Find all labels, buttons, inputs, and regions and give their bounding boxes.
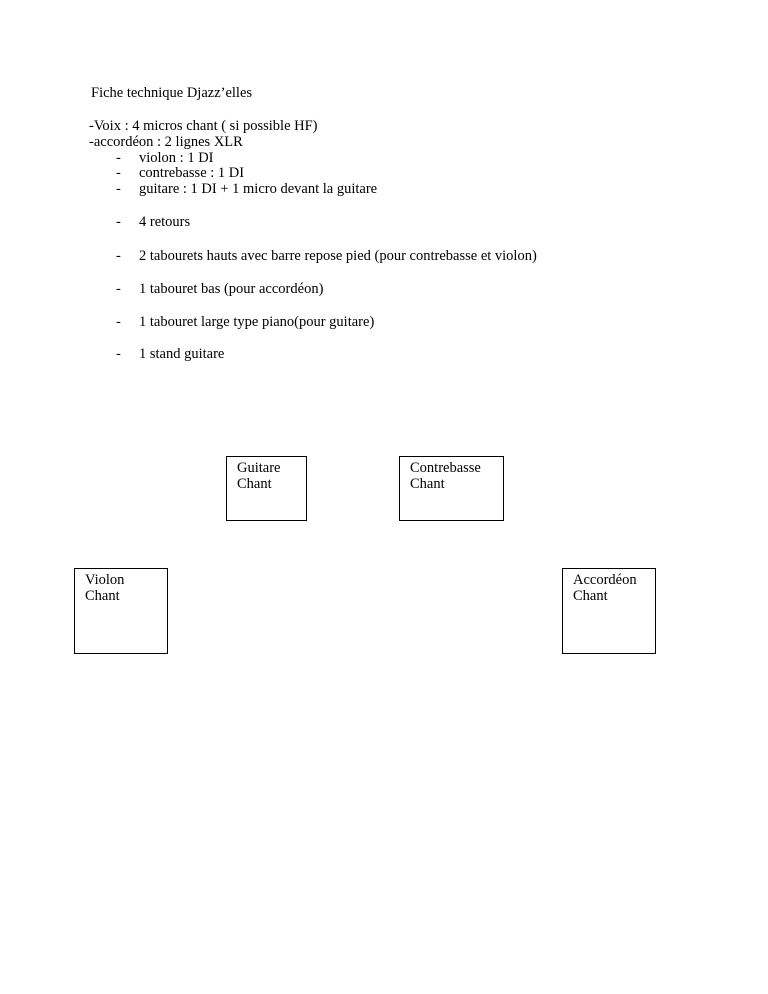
bullet-retours: 4 retours: [139, 214, 191, 230]
bullet-tabouret-large: 1 tabouret large type piano(pour guitare): [139, 314, 375, 330]
stage-box-label: Guitare: [237, 460, 281, 476]
bullet-marker: -: [116, 214, 121, 230]
bullet-marker: -: [116, 314, 121, 330]
stage-box-violon: [74, 568, 168, 654]
stage-box-sublabel: Chant: [85, 588, 120, 604]
voix-line: -Voix : 4 micros chant ( si possible HF): [89, 118, 318, 134]
bullet-marker: -: [116, 181, 121, 197]
stage-box-contrebasse: [399, 456, 504, 521]
bullet-contrebasse: contrebasse : 1 DI: [139, 165, 245, 181]
bullet-marker: -: [116, 248, 121, 264]
bullet-tabouret-bas: 1 tabouret bas (pour accordéon): [139, 281, 324, 297]
stage-box-sublabel: Chant: [410, 476, 445, 492]
stage-box-sublabel: Chant: [237, 476, 272, 492]
document-title: Fiche technique Djazz’elles: [91, 85, 253, 101]
stage-box-accordeon: [562, 568, 656, 654]
bullet-stand-guitare: 1 stand guitare: [139, 346, 225, 362]
bullet-marker: -: [116, 281, 121, 297]
bullet-violon: violon : 1 DI: [139, 150, 214, 166]
accordeon-line: -accordéon : 2 lignes XLR: [89, 134, 243, 150]
bullet-tabourets-hauts: 2 tabourets hauts avec barre repose pied (pour contrebasse et violon): [139, 248, 537, 264]
bullet-marker: -: [116, 150, 121, 166]
bullet-marker: -: [116, 346, 121, 362]
stage-box-label: Accordéon: [573, 572, 637, 588]
stage-box-guitare: [226, 456, 307, 521]
stage-box-label: Violon: [85, 572, 125, 588]
stage-box-label: Contrebasse: [410, 460, 481, 476]
bullet-guitare: guitare : 1 DI + 1 micro devant la guitare: [139, 181, 378, 197]
bullet-marker: -: [116, 165, 121, 181]
stage-box-sublabel: Chant: [573, 588, 608, 604]
